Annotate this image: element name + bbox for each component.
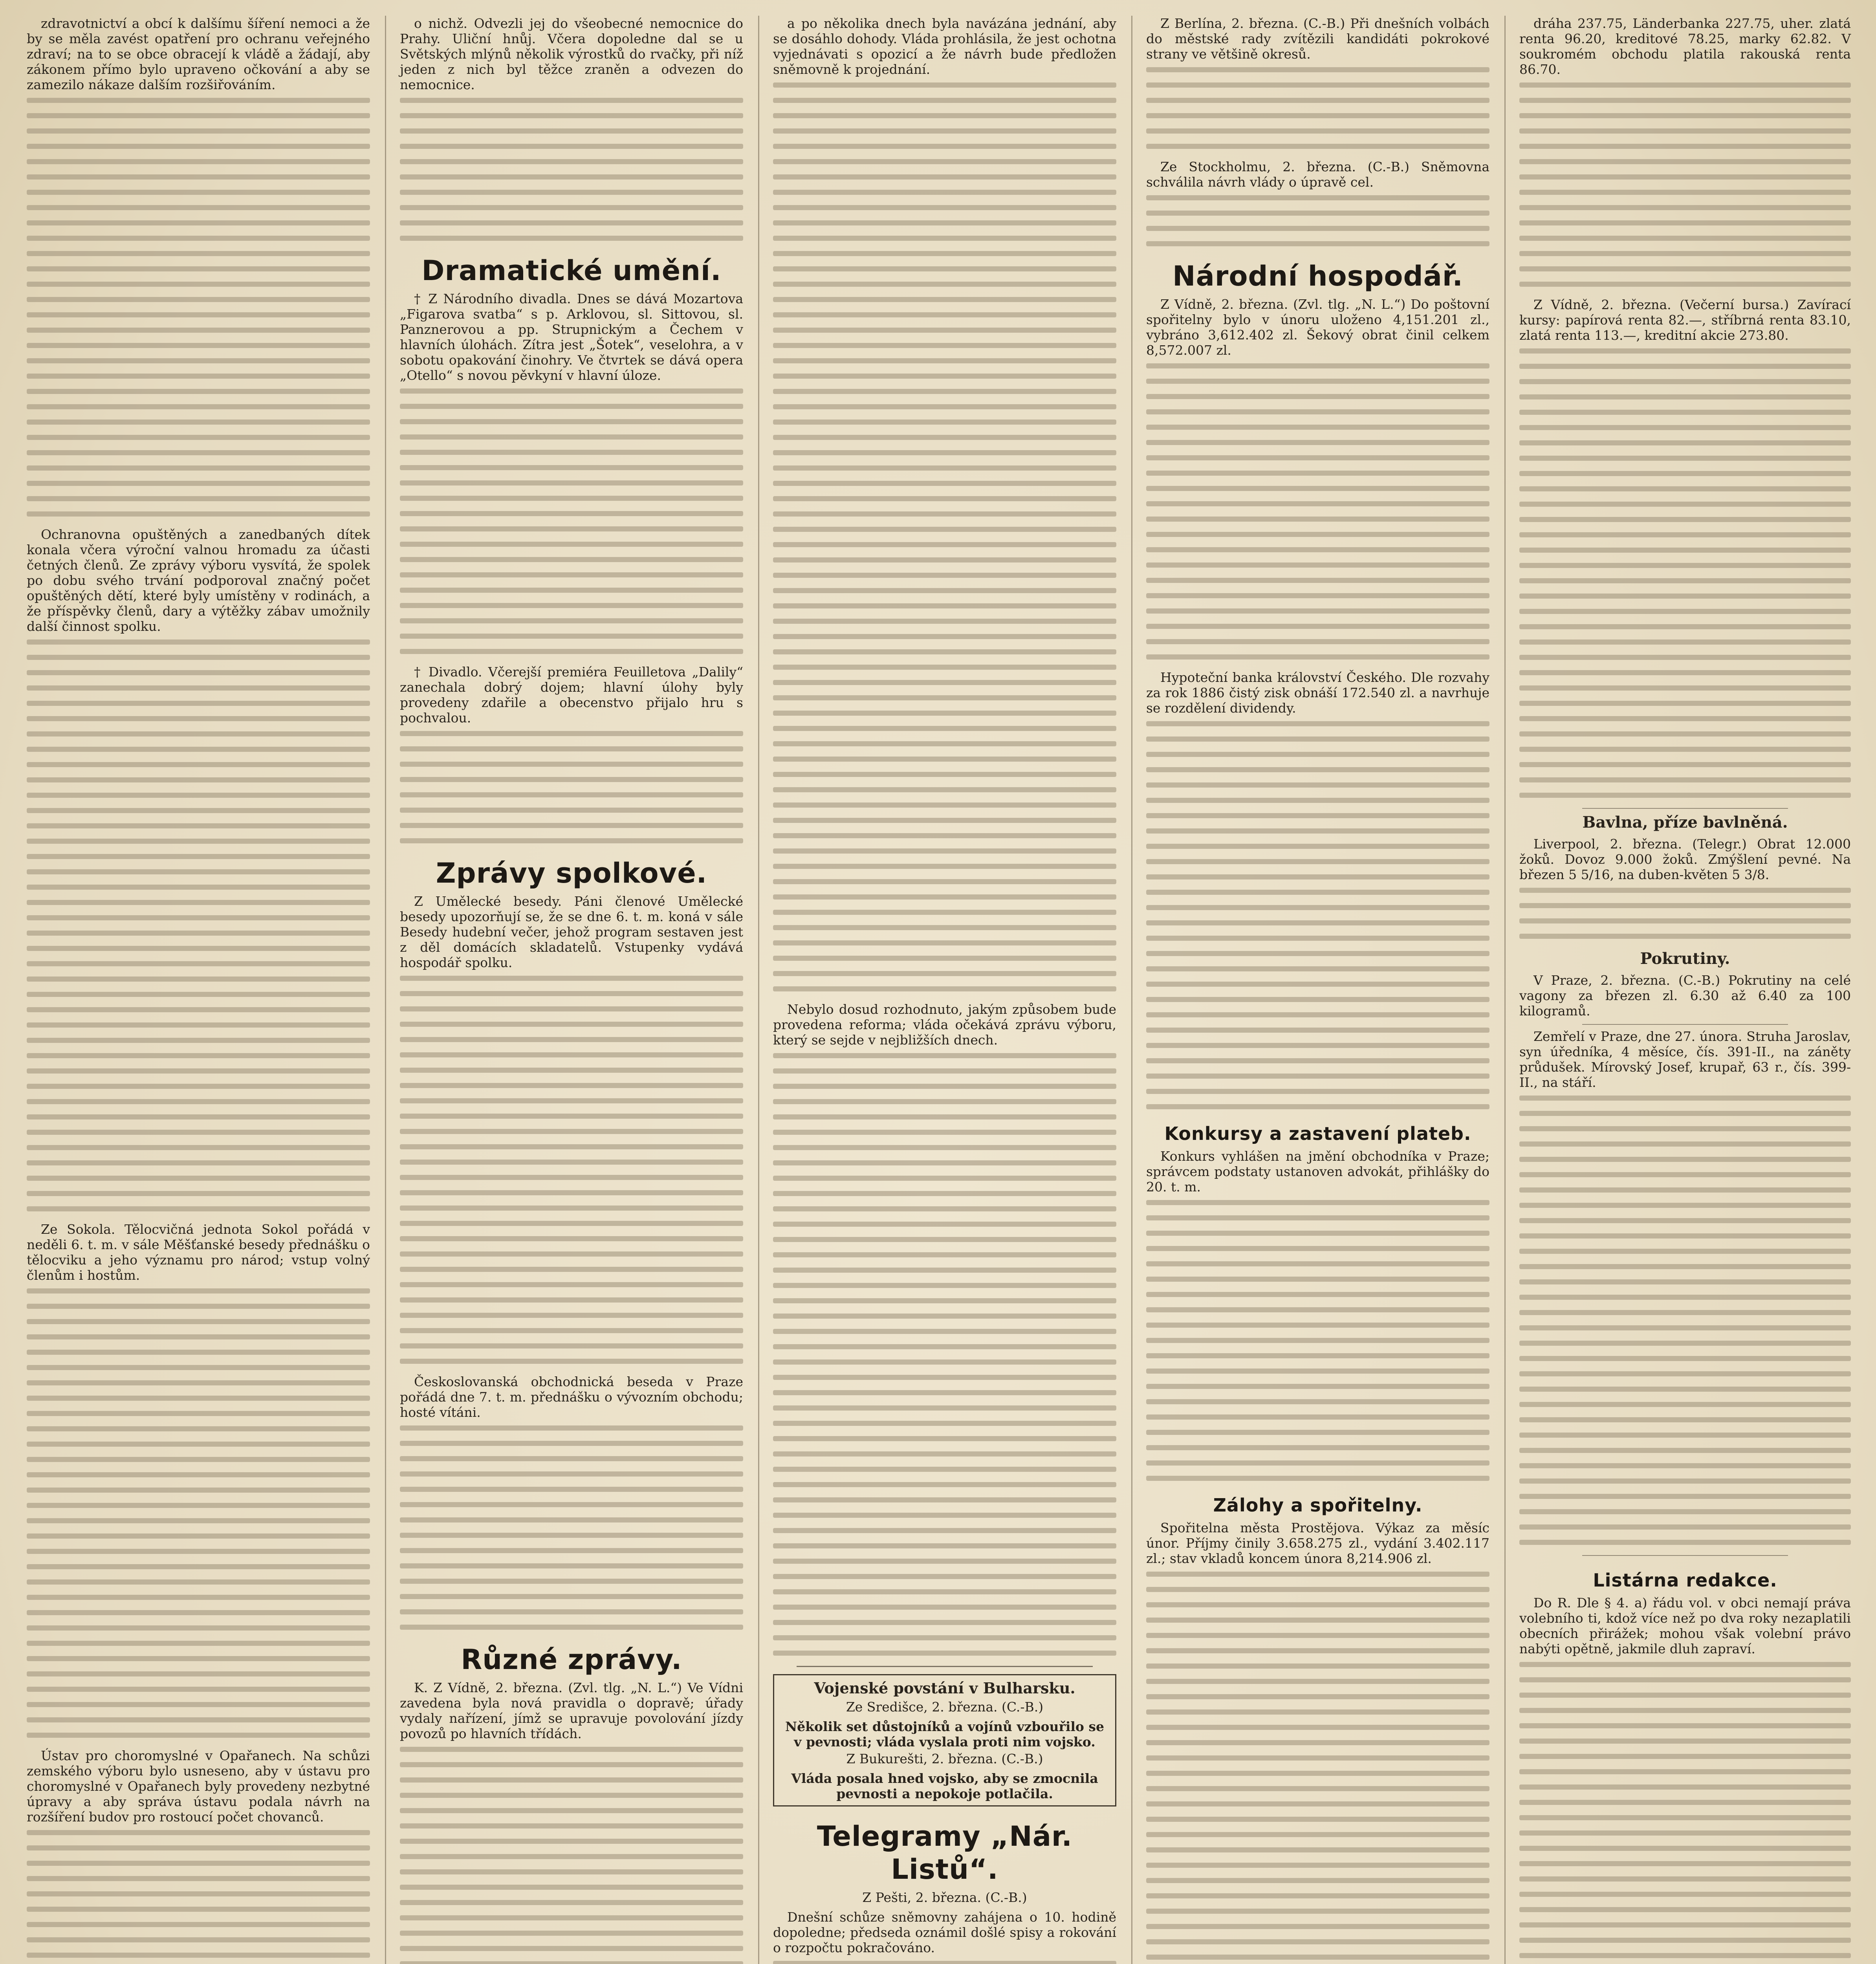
article-paragraph: Hypoteční banka království Českého. Dle rozvahy za rok 1886 čistý zisk obnáší 172.540 zl. a navrhuje se rozdělení dividendy.: [1146, 670, 1489, 716]
text-body: [400, 976, 743, 1364]
section-heading: Dramatické umění.: [421, 255, 722, 287]
column-rule: [1131, 16, 1132, 1964]
text-body: [1519, 1662, 1851, 1964]
dateline: Z Bukurešti, 2. března. (C.-B.): [846, 1751, 1043, 1766]
dateline: Ze Središce, 2. března. (C.-B.): [846, 1699, 1044, 1715]
article-paragraph: Do R. Dle § 4. a) řádu vol. v obci nemají práva volebního ti, kdož více než po dva roky nezaplatili obecních přirážek; mohou však volební právo nabýti opětně, jakmile dluh zapraví.: [1519, 1595, 1851, 1656]
text-body: [773, 82, 1116, 991]
article-paragraph: dráha 237.75, Länderbanka 227.75, uher. zlatá renta 96.20, kreditové 78.25, marky 62.82. V soukromém obchodu platila rakouská renta 86.70.: [1519, 16, 1851, 77]
text-body: [27, 1288, 370, 1738]
article-paragraph: Ochranovna opuštěných a zanedbaných dítek konala včera výroční valnou hromadu za účasti četných členů. Ze zprávy výboru vysvítá, že spolek po dobu svého trvání podporoval značný počet opuštěných dětí, které byly umístěny v rodinách, a že příspěvky členů, dary a výtěžky zábav umožnily další činnost spolku.: [27, 527, 370, 634]
column-rule: [1504, 16, 1506, 1964]
divider: [797, 1666, 1093, 1667]
column-3: [762, 16, 1127, 1964]
text-body: [1146, 195, 1489, 246]
section-heading: Listárna redakce.: [1593, 1570, 1777, 1591]
article-paragraph: Ze Stockholmu, 2. března. (C.-B.) Sněmovna schválila návrh vlády o úpravě cel.: [1146, 159, 1489, 190]
box-text: Několik set důstojníků a vojínů vzbouřilo se v pevnosti; vláda vyslala proti nim vojsko.: [785, 1719, 1104, 1750]
text-body: [400, 731, 743, 843]
article-paragraph: V Praze, 2. března. (C.-B.) Pokrutiny na celé vagony za březen zl. 6.30 až 6.40 za 100 kilogramů.: [1519, 973, 1851, 1019]
article-paragraph: a po několika dnech byla navázána jednání, aby se dosáhlo dohody. Vláda prohlásila, že jest ochotna vyjednávati s opozicí a že návrh bude předložen sněmovně k projednání.: [773, 16, 1116, 77]
article-paragraph: Konkurs vyhlášen na jmění obchodníka v Praze; správcem podstaty ustanoven advokát, přihlášky do 20. t. m.: [1146, 1149, 1489, 1195]
divider: [1582, 1024, 1788, 1025]
text-body: [1519, 888, 1851, 939]
text-body: [27, 1830, 370, 1964]
text-body: [1146, 1572, 1489, 1964]
article-paragraph: Z Umělecké besedy. Páni členové Umělecké besedy upozorňují se, že se dne 6. t. m. koná v sále Besedy hudební večer, jehož program sestaven jest z děl domácích skladatelů. Vstupenky vydává hospodář spolku.: [400, 894, 743, 970]
article-paragraph: † Divadlo. Včerejší premiéra Feuilletova „Dalily“ zanechala dobrý dojem; hlavní úlohy byly provedeny zdařile a obecenstvo přijalo hru s pochvalou.: [400, 664, 743, 726]
text-body: [773, 1053, 1116, 1656]
section-heading: Zprávy spolkové.: [436, 857, 707, 889]
text-body: [400, 98, 743, 241]
article-paragraph: Z Berlína, 2. března. (C.-B.) Při dnešních volbách do městské rady zvítězili kandidáti pokrokové strany ve většině okresů.: [1146, 16, 1489, 62]
article-paragraph: K. Z Vídně, 2. března. (Zvl. tlg. „N. L.“) Ve Vídni zavedena byla nová pravidla o dopravě; úřady vydaly nařízení, jímž se upravuje povolování jízdy povozů po hlavních třídách.: [400, 1680, 743, 1741]
article-paragraph: Dnešní schůze sněmovny zahájena o 10. hodině dopoledne; předseda oznámil došlé spisy a rokování o rozpočtu pokračováno.: [773, 1909, 1116, 1955]
column-2: [389, 16, 754, 1964]
text-body: [400, 388, 743, 654]
column-rule: [385, 16, 386, 1964]
text-body: [400, 1747, 743, 1964]
text-body: [1146, 1200, 1489, 1481]
news-box: [773, 1674, 1116, 1806]
box-text: Vláda posala hned vojsko, aby se zmocnila pevnosti a nepokoje potlačila.: [791, 1771, 1098, 1801]
text-body: [1146, 363, 1489, 660]
text-body: [27, 98, 370, 517]
section-heading: Konkursy a zastavení plateb.: [1164, 1123, 1471, 1144]
article-paragraph: Z Vídně, 2. března. (Večerní bursa.) Zavírací kursy: papírová renta 82.—, stříbrná renta 83.10, zlatá renta 113.—, kreditní akcie 273.80.: [1519, 297, 1851, 343]
section-heading: Národní hospodář.: [1172, 260, 1463, 292]
section-heading: Pokrutiny.: [1640, 949, 1730, 968]
article-paragraph: Z Vídně, 2. března. (Zvl. tlg. „N. L.“) Do poštovní spořitelny bylo v únoru uloženo 4,151.201 zl., vybráno 3,612.402 zl. Šekový obrat činil celkem 8,572.007 zl.: [1146, 297, 1489, 358]
column-1: [16, 16, 381, 1964]
column-rule: [758, 16, 759, 1964]
text-body: [1146, 721, 1489, 1109]
divider: [1582, 1555, 1788, 1556]
article-paragraph: o nichž. Odvezli jej do všeobecné nemocnice do Prahy. Uliční hnůj. Včera dopoledne dal se u Světských mlýnů několik výrostků do rvačky, při níž jeden z nich byl těžce zraněn a odvezen do nemocnice.: [400, 16, 743, 92]
section-heading: Zálohy a spořitelny.: [1213, 1495, 1423, 1516]
column-5: [1508, 16, 1862, 1964]
text-body: [1519, 82, 1851, 287]
column-4: [1135, 16, 1500, 1964]
dateline: Z Pešti, 2. března. (C.-B.): [862, 1890, 1027, 1905]
text-body: [773, 1961, 1116, 1964]
text-body: [27, 639, 370, 1211]
article-paragraph: Nebylo dosud rozhodnuto, jakým způsobem bude provedena reforma; vláda očekává zprávu výboru, který se sejde v nejbližších dnech.: [773, 1002, 1116, 1048]
article-paragraph: Českoslovanská obchodnická beseda v Praze pořádá dne 7. t. m. přednášku o vývozním obchodu; hosté vítáni.: [400, 1374, 743, 1420]
section-heading: Bavlna, příze bavlněná.: [1582, 813, 1788, 832]
article-paragraph: zdravotnictví a obcí k dalšímu šíření nemoci a že by se měla zavést opatření pro ochranu veřejného zdraví; na to se obce obracejí k vládě a žádají, aby zákonem přímo bylo upraveno očkování a aby se zamezilo nákaze dalším rozšiřováním.: [27, 16, 370, 92]
divider: [1582, 808, 1788, 809]
article-paragraph: Ústav pro choromyslné v Opařanech. Na schůzi zemského výboru bylo usneseno, aby v ústavu pro choromyslné v Opařanech byly provedeny nezbytné úpravy a aby správa ústavu podala návrh na rozšíření budov pro rostoucí počet chovanců.: [27, 1748, 370, 1825]
article-paragraph: Ze Sokola. Tělocvičná jednota Sokol pořádá v neděli 6. t. m. v sále Měšťanské besedy přednášku o tělocviku a jeho významu pro národ; vstup volný členům i hostům.: [27, 1222, 370, 1283]
text-body: [1146, 67, 1489, 149]
text-body: [1519, 1096, 1851, 1545]
text-body: [400, 1425, 743, 1630]
section-heading: Různé zprávy.: [461, 1643, 682, 1676]
text-body: [1519, 348, 1851, 798]
article-paragraph: Spořitelna města Prostějova. Výkaz za měsíc únor. Příjmy činily 3.658.275 zl., vydání 3.402.117 zl.; stav vkladů koncem února 8,214.906 zl.: [1146, 1520, 1489, 1566]
article-paragraph: Zemřelí v Praze, dne 27. února. Struha Jaroslav, syn úředníka, 4 měsíce, čís. 391-II., na záněty průdušek. Mírovský Josef, krupař, 63 r., čís. 399-II., na stáří.: [1519, 1029, 1851, 1090]
article-paragraph: † Z Národního divadla. Dnes se dává Mozartova „Figarova svatba“ s p. Arklovou, sl. Sittovou, sl. Panznerovou a pp. Strupnickým a Čechem v hlavních úlohách. Zítra jest „Šotek“, veselohra, a v sobotu opakování činohry. Ve čtvrtek se dává opera „Otello“ s novou pěvkyní v hlavní úloze.: [400, 291, 743, 383]
section-heading: Telegramy „Nár. Listů“.: [817, 1820, 1073, 1885]
article-paragraph: Liverpool, 2. března. (Telegr.) Obrat 12.000 žoků. Dovoz 9.000 žoků. Zmýšlení pevné. Na březen 5 5/16, na duben-květen 5 3/8.: [1519, 836, 1851, 882]
box-heading: Vojenské povstání v Bulharsku.: [814, 1679, 1075, 1697]
